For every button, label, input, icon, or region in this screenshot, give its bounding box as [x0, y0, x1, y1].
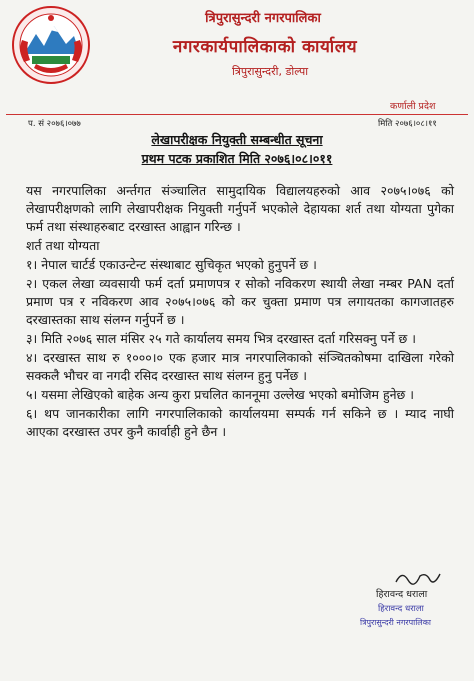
- notice-body: [26, 182, 454, 442]
- notice-subtitle: प्रथम पटक प्रकाशित मिति २०७६।०८।०११: [141, 151, 333, 166]
- condition-item: २। एकल लेखा व्यवसायी फर्म दर्ता प्रमाणपत्र र सोको नविकरण स्थायी लेखा नम्बर PAN दर्ता प्रमाण पत्र र नविकरण आव २०७५।०७६ को कर चुक्ता प्रमाण पत्र लगायतका कागजातहरु दरखास्तका साथ संलग्न गर्नुपर्ने छ ।: [26, 276, 454, 327]
- notice-intro: यस नगरपालिका अर्न्तगत संञ्चालित सामुदायिक विद्यालयहरुको आव २०७५।०७६ को लेखापरीक्षणको लागि लेखापरीक्षक नियुक्ती गर्नुपर्ने भएकोले देहायका शर्त तथा योग्यता पुगेका फर्म तथा संस्थाहरुबाट दरखास्त आह्वान गरिन्छ ।: [26, 183, 454, 234]
- signatory-name: हिरावन्द धराला: [376, 589, 428, 600]
- reference-number: प. सं २०७६।०७७: [28, 119, 81, 129]
- stamp-name: हिरावन्द धराला: [378, 604, 424, 614]
- condition-item: १। नेपाल चार्टर्ड एकाउन्टेन्ट संस्थाबाट सुचिकृत भएको हुनुपर्ने छ ।: [26, 257, 317, 272]
- reference-date: मिति २०७६।०८।११: [378, 119, 437, 129]
- condition-item: ४। दरखास्त साथ रु १०००।० एक हजार मात्र नगरपालिकाको संञ्चितकोषमा दाखिला गरेको सक्कलै भौचर वा नगदी रसिद दरखास्त साथ संलग्न हुनु पर्नेछ ।: [26, 350, 454, 383]
- condition-item: ५। यसमा लेखिएको बाहेक अन्य कुरा प्रचलित काननूमा उल्लेख भएको बमोजिम हुनेछ ।: [26, 387, 415, 402]
- office-name: नगरकार्यपालिकाको कार्यालय: [172, 37, 358, 57]
- header-divider: [6, 114, 468, 115]
- nepal-emblem-icon: [10, 4, 92, 86]
- conditions-heading: शर्त तथा योग्यता: [26, 238, 100, 253]
- notice-title: लेखापरीक्षक नियुक्ती सम्बन्धीत सूचना: [151, 132, 323, 147]
- municipality-name: त्रिपुरासुन्दरी नगरपालिका: [205, 11, 321, 26]
- stamp-title: त्रिपुरासुन्दरी नगरपालिका: [360, 618, 431, 627]
- condition-item: ६। थप जानकारीका लागि नगरपालिकाको कार्यालयमा सम्पर्क गर्न सकिने छ । म्याद नाघी आएका दरखास्त उपर कुनै कार्वाही हुने छैन ।: [26, 406, 454, 439]
- office-address: त्रिपुरासुन्दरी, डोल्पा: [231, 65, 309, 78]
- condition-item: ३। मिति २०७६ साल मंसिर २५ गते कार्यालय समय भित्र दरखास्त दर्ता गरिसक्नु पर्ने छ ।: [26, 331, 417, 346]
- province-label: कर्णाली प्रदेश: [390, 101, 436, 112]
